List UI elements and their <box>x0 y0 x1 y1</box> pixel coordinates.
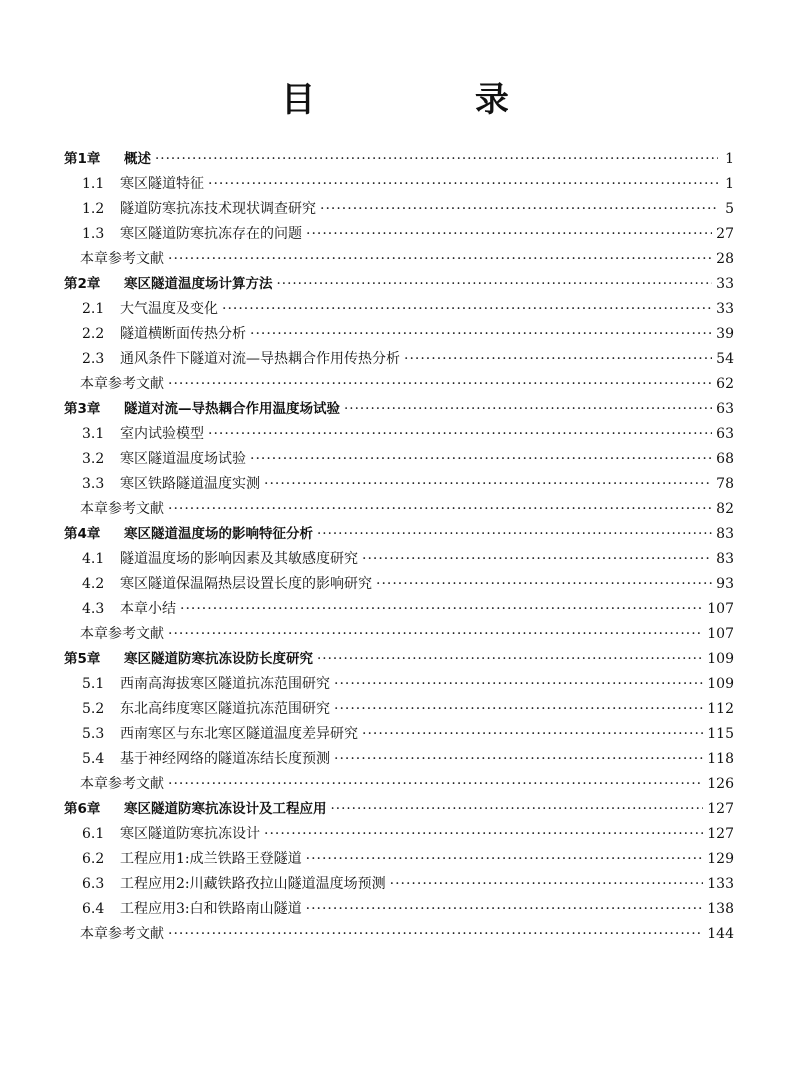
toc-entry-page-number: 93 <box>716 576 734 592</box>
dot-leader <box>376 572 712 597</box>
toc-entry-number: 第6章 <box>64 801 101 817</box>
toc-entry-number: 5.1 <box>82 676 105 692</box>
dot-leader <box>168 772 703 797</box>
toc-entry-page-number: 133 <box>707 876 734 892</box>
toc-entry-title: 工程应用3:白和铁路南山隧道 <box>120 901 302 917</box>
toc-entry-title: 本章参考文献 <box>80 626 164 642</box>
toc-entry-number: 3.2 <box>82 451 105 467</box>
toc-entry-title: 本章参考文献 <box>80 926 164 942</box>
toc-entry-page-number: 107 <box>707 601 734 617</box>
toc-entry-refs[interactable] <box>64 497 734 522</box>
dot-leader <box>222 297 712 322</box>
toc-entry-title: 寒区隧道温度场试验 <box>120 451 246 467</box>
toc-entry-title: 室内试验模型 <box>120 426 204 442</box>
toc-entry-section[interactable] <box>64 197 734 222</box>
toc-entry-section[interactable] <box>64 422 734 447</box>
toc-entry-number: 第3章 <box>64 401 101 417</box>
toc-entry-section[interactable] <box>64 347 734 372</box>
dot-leader <box>362 547 712 572</box>
dot-leader <box>320 197 718 222</box>
toc-entry-page-number: 83 <box>716 551 734 567</box>
toc-entry-title: 本章参考文献 <box>80 776 164 792</box>
dot-leader <box>264 472 712 497</box>
toc-entry-section[interactable] <box>64 222 734 247</box>
toc-entry-number: 3.3 <box>82 476 105 492</box>
toc-entry-section[interactable] <box>64 847 734 872</box>
toc-entry-number: 6.3 <box>82 876 105 892</box>
toc-entry-section[interactable] <box>64 897 734 922</box>
toc-entry-number: 6.2 <box>82 851 105 867</box>
page-title: 目 录 <box>281 80 583 120</box>
toc-entry-title: 工程应用1:成兰铁路王登隧道 <box>120 851 302 867</box>
toc-entry-section[interactable] <box>64 722 734 747</box>
dot-leader <box>390 872 704 897</box>
toc-entry-section[interactable] <box>64 297 734 322</box>
toc-entry-page-number: 115 <box>707 726 734 742</box>
toc-entry-page-number: 83 <box>716 526 734 542</box>
toc-entry-title: 寒区隧道防寒抗冻设计及工程应用 <box>124 801 327 817</box>
toc-entry-section[interactable] <box>64 697 734 722</box>
toc-entry-page-number: 1 <box>725 151 734 167</box>
dot-leader <box>155 147 718 172</box>
toc-entry-page-number: 109 <box>707 676 734 692</box>
toc-entry-refs[interactable] <box>64 247 734 272</box>
toc-entry-title: 寒区隧道防寒抗冻设防长度研究 <box>124 651 313 667</box>
dot-leader <box>344 397 712 422</box>
toc-entry-page-number: 107 <box>707 626 734 642</box>
toc-entry-section[interactable] <box>64 672 734 697</box>
toc-entry-number: 3.1 <box>82 426 105 442</box>
dot-leader <box>208 172 718 197</box>
toc-entry-section[interactable] <box>64 172 734 197</box>
toc-entry-section[interactable] <box>64 547 734 572</box>
toc-entry-number: 4.1 <box>82 551 105 567</box>
toc-entry-number: 1.1 <box>82 176 105 192</box>
toc-entry-section[interactable] <box>64 322 734 347</box>
dot-leader <box>306 847 704 872</box>
dot-leader <box>264 822 703 847</box>
dot-leader <box>334 697 703 722</box>
toc-entry-number: 第1章 <box>64 151 101 167</box>
dot-leader <box>168 497 712 522</box>
toc-entry-page-number: 127 <box>707 801 734 817</box>
toc-entry-title: 寒区铁路隧道温度实测 <box>120 476 260 492</box>
dot-leader <box>362 722 703 747</box>
toc-entry-title: 本章参考文献 <box>80 251 164 267</box>
toc-entry-page-number: 82 <box>716 501 734 517</box>
toc-entry-page-number: 5 <box>725 201 734 217</box>
toc-entry-number: 2.2 <box>82 326 105 342</box>
toc-entry-number: 4.2 <box>82 576 105 592</box>
dot-leader <box>168 247 712 272</box>
toc-entry-chapter[interactable] <box>64 272 734 297</box>
toc-entry-chapter[interactable] <box>64 147 734 172</box>
toc-entry-number: 第4章 <box>64 526 101 542</box>
toc-entry-number: 6.1 <box>82 826 105 842</box>
toc-entry-title: 隧道对流—导热耦合作用温度场试验 <box>124 401 340 417</box>
toc-entry-number: 5.3 <box>82 726 105 742</box>
toc-entry-page-number: 138 <box>707 901 734 917</box>
dot-leader <box>168 372 712 397</box>
dot-leader <box>277 272 713 297</box>
toc-entry-refs[interactable] <box>64 922 734 947</box>
dot-leader <box>208 422 712 447</box>
dot-leader <box>331 797 704 822</box>
toc-entry-title: 本章参考文献 <box>80 501 164 517</box>
toc-entry-chapter[interactable] <box>64 797 734 822</box>
dot-leader <box>334 672 703 697</box>
dot-leader <box>317 522 712 547</box>
toc-entry-number: 2.1 <box>82 301 105 317</box>
toc-entry-page-number: 68 <box>716 451 734 467</box>
toc-entry-page-number: 27 <box>716 226 734 242</box>
toc-entry-page-number: 109 <box>707 651 734 667</box>
toc-entry-title: 隧道横断面传热分析 <box>120 326 246 342</box>
toc-entry-page-number: 118 <box>707 751 734 767</box>
toc-entry-page-number: 54 <box>716 351 734 367</box>
toc-entry-number: 6.4 <box>82 901 105 917</box>
toc-entry-title: 基于神经网络的隧道冻结长度预测 <box>120 751 330 767</box>
toc-entry-title: 本章参考文献 <box>80 376 164 392</box>
toc-entry-title: 本章小结 <box>120 601 176 617</box>
dot-leader <box>250 322 712 347</box>
toc-entry-title: 隧道防寒抗冻技术现状调查研究 <box>120 201 316 217</box>
toc-entry-page-number: 127 <box>707 826 734 842</box>
dot-leader <box>404 347 712 372</box>
toc-entry-number: 1.3 <box>82 226 105 242</box>
toc-entry-page-number: 112 <box>707 701 734 717</box>
dot-leader <box>317 647 703 672</box>
toc-entry-title: 隧道温度场的影响因素及其敏感度研究 <box>120 551 358 567</box>
toc-entry-section[interactable] <box>64 822 734 847</box>
toc-entry-title: 西南高海拔寒区隧道抗冻范围研究 <box>120 676 330 692</box>
toc-entry-number: 5.2 <box>82 701 105 717</box>
toc-entry-chapter[interactable] <box>64 647 734 672</box>
toc-entry-page-number: 28 <box>716 251 734 267</box>
dot-leader <box>168 922 703 947</box>
table-of-contents <box>64 147 734 947</box>
toc-entry-page-number: 33 <box>716 301 734 317</box>
toc-entry-section[interactable] <box>64 872 734 897</box>
toc-entry-title: 概述 <box>124 151 151 167</box>
toc-entry-number: 1.2 <box>82 201 105 217</box>
toc-entry-title: 寒区隧道防寒抗冻存在的问题 <box>120 226 302 242</box>
dot-leader <box>250 447 712 472</box>
dot-leader <box>168 622 703 647</box>
toc-entry-title: 西南寒区与东北寒区隧道温度差异研究 <box>120 726 358 742</box>
toc-entry-chapter[interactable] <box>64 522 734 547</box>
dot-leader <box>180 597 703 622</box>
toc-entry-refs[interactable] <box>64 372 734 397</box>
toc-entry-refs[interactable] <box>64 772 734 797</box>
toc-entry-title: 寒区隧道保温隔热层设置长度的影响研究 <box>120 576 372 592</box>
toc-entry-refs[interactable] <box>64 622 734 647</box>
toc-entry-section[interactable] <box>64 447 734 472</box>
toc-entry-section[interactable] <box>64 472 734 497</box>
toc-entry-page-number: 63 <box>716 401 734 417</box>
toc-entry-title: 大气温度及变化 <box>120 301 218 317</box>
toc-entry-page-number: 39 <box>716 326 734 342</box>
toc-entry-page-number: 144 <box>707 926 734 942</box>
toc-entry-number: 第5章 <box>64 651 101 667</box>
toc-entry-title: 东北高纬度寒区隧道抗冻范围研究 <box>120 701 330 717</box>
dot-leader <box>334 747 703 772</box>
toc-entry-page-number: 1 <box>725 176 734 192</box>
toc-entry-section[interactable] <box>64 572 734 597</box>
toc-entry-number: 4.3 <box>82 601 105 617</box>
toc-entry-chapter[interactable] <box>64 397 734 422</box>
toc-entry-section[interactable] <box>64 747 734 772</box>
toc-entry-page-number: 62 <box>716 376 734 392</box>
toc-entry-section[interactable] <box>64 597 734 622</box>
toc-entry-title: 工程应用2:川藏铁路孜拉山隧道温度场预测 <box>120 876 386 892</box>
toc-entry-number: 2.3 <box>82 351 105 367</box>
toc-entry-number: 5.4 <box>82 751 105 767</box>
toc-entry-title: 寒区隧道温度场的影响特征分析 <box>124 526 313 542</box>
dot-leader <box>306 222 712 247</box>
toc-entry-page-number: 33 <box>716 276 734 292</box>
toc-entry-number: 第2章 <box>64 276 101 292</box>
toc-entry-page-number: 78 <box>716 476 734 492</box>
toc-entry-title: 寒区隧道特征 <box>120 176 204 192</box>
toc-entry-title: 通风条件下隧道对流—导热耦合作用传热分析 <box>120 351 400 367</box>
toc-entry-page-number: 126 <box>707 776 734 792</box>
toc-entry-title: 寒区隧道防寒抗冻设计 <box>120 826 260 842</box>
toc-entry-page-number: 129 <box>707 851 734 867</box>
dot-leader <box>306 897 704 922</box>
toc-entry-title: 寒区隧道温度场计算方法 <box>124 276 273 292</box>
toc-entry-page-number: 63 <box>716 426 734 442</box>
